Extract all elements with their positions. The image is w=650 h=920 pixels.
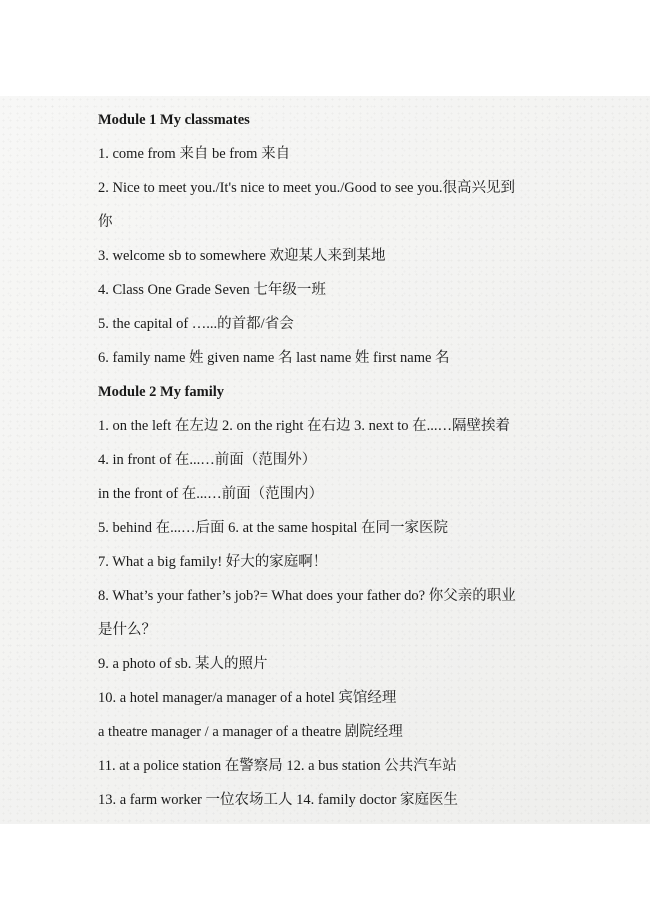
text-line: 13. a farm worker 一位农场工人 14. family doctor 家庭医生 [98,792,459,808]
text-line: 是什么？ [98,622,156,638]
text-line: 4. in front of 在...…前面（范围外） [98,452,317,468]
text-line: 1. come from 来自 be from 来自 [98,146,291,162]
text-line: a theatre manager / a manager of a theatre 剧院经理 [98,724,403,740]
text-line: 5. the capital of …...的首都/省会 [98,316,294,332]
text-line: 10. a hotel manager/a manager of a hotel 宾馆经理 [98,690,397,706]
text-line: 9. a photo of sb. 某人的照片 [98,656,268,672]
text-line: 8. What’s your father’s job?= What does your father do? 你父亲的职业 [98,588,516,604]
document-body [98,107,568,821]
text-line: 5. behind 在...…后面 6. at the same hospital 在同一家医院 [98,520,448,536]
text-line: 2. Nice to meet you./It's nice to meet you./Good to see you.很高兴见到 [98,180,515,196]
text-line: 6. family name 姓 given name 名 last name 姓 first name 名 [98,350,450,366]
text-line: 7. What a big family! 好大的家庭啊！ [98,554,328,570]
text-line: 3. welcome sb to somewhere 欢迎某人来到某地 [98,248,386,264]
text-line: 你 [98,214,113,230]
text-line: 4. Class One Grade Seven 七年级一班 [98,282,326,298]
module-1-heading: Module 1 My classmates [98,112,250,128]
module-2-heading: Module 2 My family [98,384,225,400]
text-line: in the front of 在...…前面（范围内） [98,486,324,502]
text-line: 11. at a police station 在警察局 12. a bus station 公共汽车站 [98,758,457,774]
text-line: 1. on the left 在左边 2. on the right 在右边 3. next to 在...…隔壁挨着 [98,418,511,434]
